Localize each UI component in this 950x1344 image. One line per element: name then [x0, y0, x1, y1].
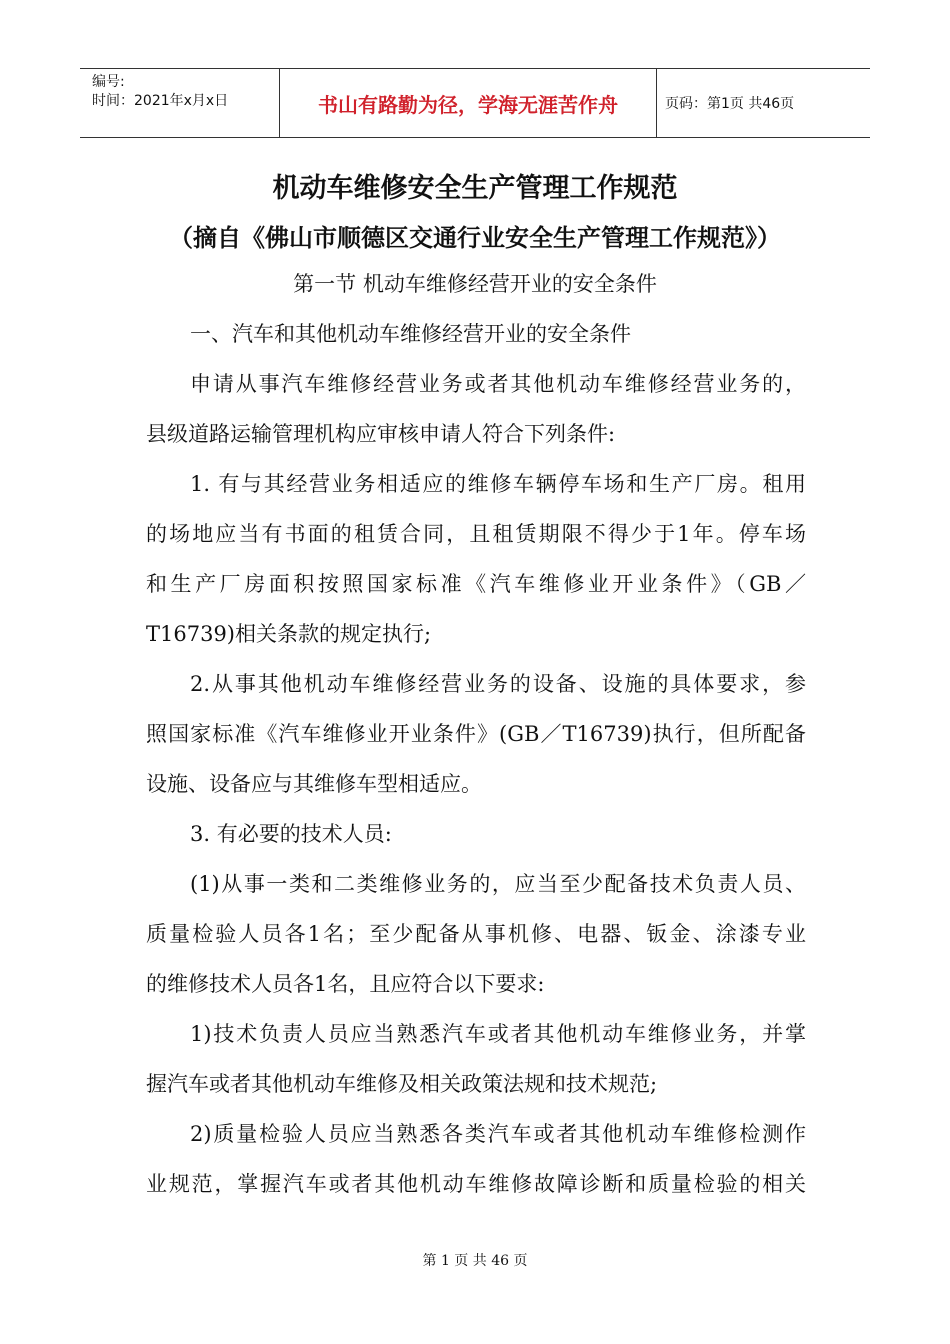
body-line: 县级道路运输管理机构应审核申请人符合下列条件: [146, 422, 616, 446]
header-meta [80, 69, 280, 137]
body-line: 设施、设备应与其维修车型相适应。 [146, 772, 482, 796]
body-line: 2.从事其他机动车维修经营业务的设备、设施的具体要求，参 [190, 672, 806, 696]
document-number-label: 编号: [92, 74, 125, 90]
body-line: 申请从事汽车维修经营业务或者其他机动车维修经营业务的， [190, 372, 806, 396]
body-line: 照国家标准《汽车维修业开业条件》(GB／T16739)执行，但所配备 [146, 722, 806, 746]
body-line: 1. 有与其经营业务相适应的维修车辆停车场和生产厂房。租用 [190, 472, 806, 496]
body-line: 和生产厂房面积按照国家标准《汽车维修业开业条件》（GB／ [146, 572, 806, 596]
page-header [80, 68, 870, 138]
document-subtitle: （摘自《佛山市顺德区交通行业安全生产管理工作规范》） [169, 224, 781, 252]
body-line: 握汽车或者其他机动车维修及相关政策法规和技术规范; [146, 1072, 658, 1096]
body-line: 业规范，掌握汽车或者其他机动车维修故障诊断和质量检验的相关 [146, 1172, 806, 1196]
body-line: 的维修技术人员各1名，且应符合以下要求: [146, 972, 545, 996]
body-line: T16739)相关条款的规定执行; [146, 622, 432, 646]
header-motto: 书山有路勤为径，学海无涯苦作舟 [280, 69, 657, 137]
document-date-label: 时间：2021年x月x日 [92, 93, 229, 109]
body-line: 的场地应当有书面的租赁合同，且租赁期限不得少于1年。停车场 [146, 522, 806, 546]
body-line: 3. 有必要的技术人员: [190, 822, 392, 846]
body-line: 2)质量检验人员应当熟悉各类汽车或者其他机动车维修检测作 [190, 1122, 806, 1146]
header-page-info: 页码：第1页 共46页 [665, 96, 795, 112]
body-line: 1)技术负责人员应当熟悉汽车或者其他机动车维修业务，并掌 [190, 1022, 806, 1046]
body-line: 质量检验人员各1名；至少配备从事机修、电器、钣金、涂漆专业 [146, 922, 806, 946]
body-line: (1)从事一类和二类维修业务的，应当至少配备技术负责人员、 [190, 872, 806, 896]
page-footer: 第 1 页 共 46 页 [422, 1253, 528, 1269]
subsection-heading: 一、汽车和其他机动车维修经营开业的安全条件 [190, 322, 631, 346]
document-title: 机动车维修安全生产管理工作规范 [272, 173, 678, 204]
section-heading: 第一节 机动车维修经营开业的安全条件 [293, 272, 657, 296]
